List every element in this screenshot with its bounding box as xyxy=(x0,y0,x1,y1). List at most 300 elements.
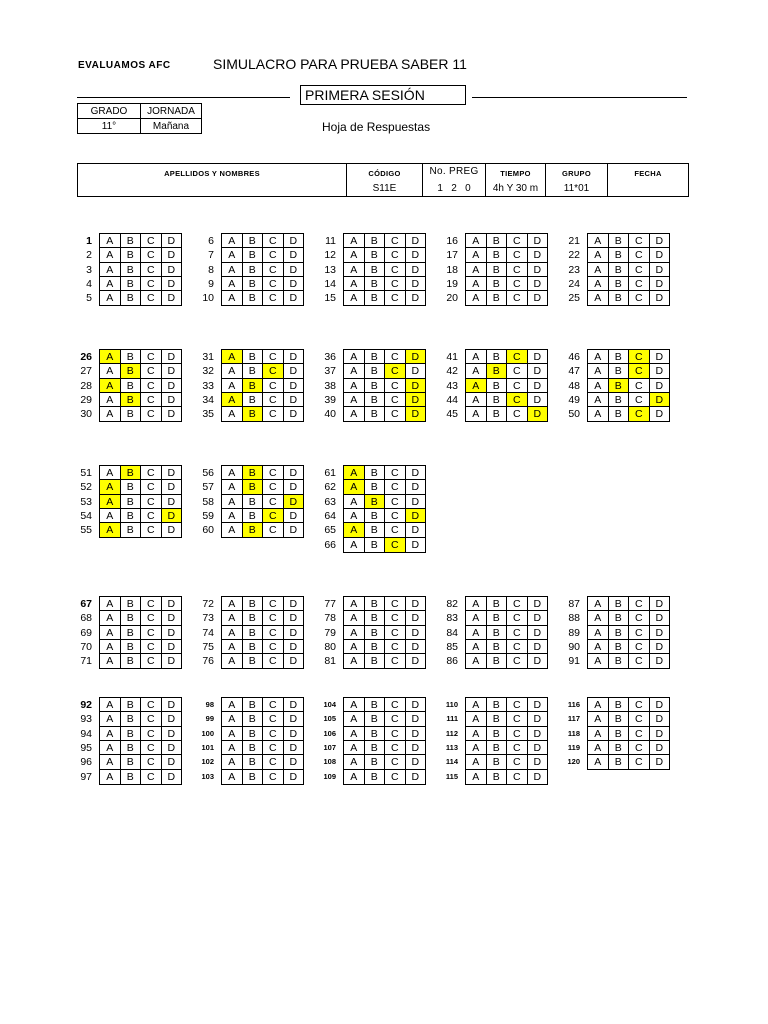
answer-bubble-c[interactable]: C xyxy=(140,596,162,612)
answer-bubble-a[interactable]: A xyxy=(99,754,121,770)
answer-bubble-a[interactable]: A xyxy=(221,233,243,249)
answer-bubble-b[interactable]: B xyxy=(486,625,508,641)
answer-bubble-c[interactable]: C xyxy=(506,363,528,379)
answer-bubble-d[interactable]: D xyxy=(649,625,671,641)
answer-bubble-b[interactable]: B xyxy=(486,754,508,770)
answer-bubble-d[interactable]: D xyxy=(405,406,427,422)
answer-bubble-b[interactable]: B xyxy=(364,639,386,655)
answer-bubble-c[interactable]: C xyxy=(140,465,162,481)
answer-bubble-b[interactable]: B xyxy=(486,610,508,626)
answer-bubble-d[interactable]: D xyxy=(161,639,183,655)
answer-bubble-b[interactable]: B xyxy=(486,378,508,394)
answer-bubble-a[interactable]: A xyxy=(465,596,487,612)
answer-bubble-c[interactable]: C xyxy=(628,653,650,669)
answer-bubble-c[interactable]: C xyxy=(140,363,162,379)
answer-bubble-c[interactable]: C xyxy=(628,262,650,278)
answer-bubble-a[interactable]: A xyxy=(587,653,609,669)
answer-bubble-b[interactable]: B xyxy=(120,494,142,510)
answer-bubble-a[interactable]: A xyxy=(587,726,609,742)
answer-bubble-b[interactable]: B xyxy=(364,276,386,292)
answer-bubble-d[interactable]: D xyxy=(283,769,305,785)
answer-bubble-b[interactable]: B xyxy=(242,697,264,713)
answer-bubble-c[interactable]: C xyxy=(628,711,650,727)
answer-bubble-b[interactable]: B xyxy=(242,653,264,669)
answer-bubble-d[interactable]: D xyxy=(161,596,183,612)
answer-bubble-a[interactable]: A xyxy=(99,639,121,655)
answer-bubble-a[interactable]: A xyxy=(99,349,121,365)
answer-bubble-a[interactable]: A xyxy=(221,726,243,742)
answer-bubble-b[interactable]: B xyxy=(608,392,630,408)
answer-bubble-d[interactable]: D xyxy=(405,290,427,306)
answer-bubble-c[interactable]: C xyxy=(506,639,528,655)
answer-bubble-a[interactable]: A xyxy=(343,522,365,538)
answer-bubble-a[interactable]: A xyxy=(99,508,121,524)
answer-bubble-c[interactable]: C xyxy=(262,639,284,655)
answer-bubble-a[interactable]: A xyxy=(587,349,609,365)
answer-bubble-b[interactable]: B xyxy=(242,406,264,422)
answer-bubble-b[interactable]: B xyxy=(242,754,264,770)
answer-bubble-b[interactable]: B xyxy=(120,726,142,742)
answer-bubble-a[interactable]: A xyxy=(99,726,121,742)
answer-bubble-c[interactable]: C xyxy=(506,596,528,612)
answer-bubble-a[interactable]: A xyxy=(465,406,487,422)
answer-bubble-c[interactable]: C xyxy=(262,754,284,770)
answer-bubble-c[interactable]: C xyxy=(262,363,284,379)
answer-bubble-c[interactable]: C xyxy=(384,697,406,713)
answer-bubble-b[interactable]: B xyxy=(120,596,142,612)
answer-bubble-d[interactable]: D xyxy=(283,233,305,249)
answer-bubble-d[interactable]: D xyxy=(161,276,183,292)
answer-bubble-b[interactable]: B xyxy=(120,247,142,263)
answer-bubble-c[interactable]: C xyxy=(628,349,650,365)
answer-bubble-a[interactable]: A xyxy=(221,363,243,379)
answer-bubble-c[interactable]: C xyxy=(140,276,162,292)
answer-bubble-d[interactable]: D xyxy=(405,479,427,495)
answer-bubble-d[interactable]: D xyxy=(283,247,305,263)
answer-bubble-a[interactable]: A xyxy=(99,479,121,495)
answer-bubble-d[interactable]: D xyxy=(161,349,183,365)
answer-bubble-c[interactable]: C xyxy=(262,711,284,727)
answer-bubble-b[interactable]: B xyxy=(486,769,508,785)
answer-bubble-c[interactable]: C xyxy=(628,596,650,612)
answer-bubble-b[interactable]: B xyxy=(120,625,142,641)
answer-bubble-d[interactable]: D xyxy=(283,740,305,756)
answer-bubble-a[interactable]: A xyxy=(99,233,121,249)
answer-bubble-c[interactable]: C xyxy=(384,233,406,249)
answer-bubble-a[interactable]: A xyxy=(587,378,609,394)
answer-bubble-a[interactable]: A xyxy=(587,262,609,278)
answer-bubble-d[interactable]: D xyxy=(405,537,427,553)
answer-bubble-b[interactable]: B xyxy=(242,392,264,408)
answer-bubble-d[interactable]: D xyxy=(161,247,183,263)
answer-bubble-a[interactable]: A xyxy=(221,276,243,292)
answer-bubble-c[interactable]: C xyxy=(384,610,406,626)
answer-bubble-d[interactable]: D xyxy=(283,639,305,655)
answer-bubble-c[interactable]: C xyxy=(384,479,406,495)
answer-bubble-a[interactable]: A xyxy=(465,349,487,365)
answer-bubble-b[interactable]: B xyxy=(242,233,264,249)
answer-bubble-a[interactable]: A xyxy=(99,740,121,756)
answer-bubble-c[interactable]: C xyxy=(140,247,162,263)
answer-bubble-b[interactable]: B xyxy=(608,754,630,770)
answer-bubble-c[interactable]: C xyxy=(506,697,528,713)
answer-bubble-b[interactable]: B xyxy=(364,290,386,306)
answer-bubble-c[interactable]: C xyxy=(384,740,406,756)
answer-bubble-c[interactable]: C xyxy=(140,233,162,249)
answer-bubble-b[interactable]: B xyxy=(608,711,630,727)
answer-bubble-c[interactable]: C xyxy=(262,262,284,278)
answer-bubble-a[interactable]: A xyxy=(465,378,487,394)
answer-bubble-a[interactable]: A xyxy=(221,349,243,365)
answer-bubble-a[interactable]: A xyxy=(221,522,243,538)
answer-bubble-a[interactable]: A xyxy=(587,596,609,612)
answer-bubble-a[interactable]: A xyxy=(343,537,365,553)
answer-bubble-c[interactable]: C xyxy=(628,726,650,742)
answer-bubble-b[interactable]: B xyxy=(364,233,386,249)
answer-bubble-d[interactable]: D xyxy=(405,596,427,612)
answer-bubble-c[interactable]: C xyxy=(262,233,284,249)
answer-bubble-a[interactable]: A xyxy=(99,392,121,408)
answer-bubble-a[interactable]: A xyxy=(99,290,121,306)
answer-bubble-b[interactable]: B xyxy=(364,508,386,524)
answer-bubble-a[interactable]: A xyxy=(343,262,365,278)
answer-bubble-a[interactable]: A xyxy=(99,653,121,669)
answer-bubble-b[interactable]: B xyxy=(364,596,386,612)
answer-bubble-c[interactable]: C xyxy=(384,754,406,770)
answer-bubble-b[interactable]: B xyxy=(120,262,142,278)
answer-bubble-b[interactable]: B xyxy=(242,625,264,641)
answer-bubble-a[interactable]: A xyxy=(343,233,365,249)
answer-bubble-a[interactable]: A xyxy=(587,639,609,655)
answer-bubble-b[interactable]: B xyxy=(486,276,508,292)
answer-bubble-c[interactable]: C xyxy=(384,276,406,292)
answer-bubble-b[interactable]: B xyxy=(486,290,508,306)
answer-bubble-a[interactable]: A xyxy=(343,610,365,626)
answer-bubble-d[interactable]: D xyxy=(283,290,305,306)
answer-bubble-b[interactable]: B xyxy=(242,290,264,306)
answer-bubble-b[interactable]: B xyxy=(608,596,630,612)
answer-bubble-a[interactable]: A xyxy=(343,726,365,742)
answer-bubble-c[interactable]: C xyxy=(262,378,284,394)
answer-bubble-c[interactable]: C xyxy=(140,625,162,641)
answer-bubble-c[interactable]: C xyxy=(140,610,162,626)
answer-bubble-d[interactable]: D xyxy=(527,639,549,655)
answer-bubble-c[interactable]: C xyxy=(140,479,162,495)
answer-bubble-a[interactable]: A xyxy=(465,754,487,770)
answer-bubble-a[interactable]: A xyxy=(465,625,487,641)
answer-bubble-b[interactable]: B xyxy=(242,508,264,524)
answer-bubble-a[interactable]: A xyxy=(343,697,365,713)
answer-bubble-c[interactable]: C xyxy=(384,711,406,727)
answer-bubble-b[interactable]: B xyxy=(608,625,630,641)
answer-bubble-c[interactable]: C xyxy=(262,625,284,641)
answer-bubble-c[interactable]: C xyxy=(628,406,650,422)
answer-bubble-a[interactable]: A xyxy=(99,363,121,379)
answer-bubble-c[interactable]: C xyxy=(384,537,406,553)
answer-bubble-b[interactable]: B xyxy=(120,349,142,365)
answer-bubble-d[interactable]: D xyxy=(161,406,183,422)
answer-bubble-d[interactable]: D xyxy=(283,697,305,713)
answer-bubble-a[interactable]: A xyxy=(587,711,609,727)
answer-bubble-a[interactable]: A xyxy=(343,465,365,481)
answer-bubble-a[interactable]: A xyxy=(587,247,609,263)
answer-bubble-b[interactable]: B xyxy=(608,697,630,713)
answer-bubble-b[interactable]: B xyxy=(364,711,386,727)
answer-bubble-b[interactable]: B xyxy=(486,233,508,249)
answer-bubble-c[interactable]: C xyxy=(262,726,284,742)
answer-bubble-b[interactable]: B xyxy=(364,494,386,510)
answer-bubble-a[interactable]: A xyxy=(99,596,121,612)
answer-bubble-b[interactable]: B xyxy=(608,233,630,249)
answer-bubble-a[interactable]: A xyxy=(465,392,487,408)
answer-bubble-d[interactable]: D xyxy=(161,508,183,524)
answer-bubble-d[interactable]: D xyxy=(283,276,305,292)
answer-bubble-d[interactable]: D xyxy=(161,711,183,727)
answer-bubble-b[interactable]: B xyxy=(120,392,142,408)
answer-bubble-a[interactable]: A xyxy=(99,247,121,263)
answer-bubble-b[interactable]: B xyxy=(608,378,630,394)
answer-bubble-a[interactable]: A xyxy=(221,639,243,655)
answer-bubble-c[interactable]: C xyxy=(628,754,650,770)
answer-bubble-b[interactable]: B xyxy=(486,740,508,756)
answer-bubble-d[interactable]: D xyxy=(161,653,183,669)
answer-bubble-b[interactable]: B xyxy=(608,349,630,365)
answer-bubble-d[interactable]: D xyxy=(527,378,549,394)
answer-bubble-d[interactable]: D xyxy=(405,697,427,713)
answer-bubble-b[interactable]: B xyxy=(486,247,508,263)
answer-bubble-d[interactable]: D xyxy=(161,522,183,538)
answer-bubble-b[interactable]: B xyxy=(364,697,386,713)
answer-bubble-d[interactable]: D xyxy=(649,596,671,612)
answer-bubble-a[interactable]: A xyxy=(587,276,609,292)
answer-bubble-b[interactable]: B xyxy=(242,465,264,481)
answer-bubble-a[interactable]: A xyxy=(99,697,121,713)
answer-bubble-a[interactable]: A xyxy=(221,697,243,713)
answer-bubble-d[interactable]: D xyxy=(527,653,549,669)
answer-bubble-d[interactable]: D xyxy=(283,711,305,727)
answer-bubble-a[interactable]: A xyxy=(465,247,487,263)
answer-bubble-b[interactable]: B xyxy=(242,596,264,612)
answer-bubble-c[interactable]: C xyxy=(262,406,284,422)
answer-bubble-b[interactable]: B xyxy=(242,769,264,785)
answer-bubble-b[interactable]: B xyxy=(364,378,386,394)
answer-bubble-a[interactable]: A xyxy=(465,610,487,626)
answer-bubble-c[interactable]: C xyxy=(140,290,162,306)
answer-bubble-d[interactable]: D xyxy=(405,522,427,538)
answer-bubble-d[interactable]: D xyxy=(649,247,671,263)
answer-bubble-a[interactable]: A xyxy=(221,769,243,785)
answer-bubble-d[interactable]: D xyxy=(527,406,549,422)
answer-bubble-b[interactable]: B xyxy=(486,392,508,408)
answer-bubble-d[interactable]: D xyxy=(405,508,427,524)
answer-bubble-a[interactable]: A xyxy=(587,363,609,379)
answer-bubble-a[interactable]: A xyxy=(99,625,121,641)
answer-bubble-d[interactable]: D xyxy=(283,479,305,495)
answer-bubble-d[interactable]: D xyxy=(527,349,549,365)
answer-bubble-c[interactable]: C xyxy=(262,740,284,756)
answer-bubble-a[interactable]: A xyxy=(343,247,365,263)
answer-bubble-b[interactable]: B xyxy=(120,508,142,524)
answer-bubble-b[interactable]: B xyxy=(242,378,264,394)
answer-bubble-a[interactable]: A xyxy=(221,378,243,394)
answer-bubble-c[interactable]: C xyxy=(262,290,284,306)
answer-bubble-c[interactable]: C xyxy=(628,247,650,263)
answer-bubble-c[interactable]: C xyxy=(140,494,162,510)
answer-bubble-b[interactable]: B xyxy=(364,479,386,495)
answer-bubble-a[interactable]: A xyxy=(99,378,121,394)
answer-bubble-c[interactable]: C xyxy=(140,769,162,785)
answer-bubble-d[interactable]: D xyxy=(405,653,427,669)
answer-bubble-b[interactable]: B xyxy=(242,522,264,538)
answer-bubble-c[interactable]: C xyxy=(140,262,162,278)
answer-bubble-a[interactable]: A xyxy=(465,711,487,727)
answer-bubble-b[interactable]: B xyxy=(608,726,630,742)
answer-bubble-b[interactable]: B xyxy=(242,262,264,278)
answer-bubble-a[interactable]: A xyxy=(587,754,609,770)
answer-bubble-c[interactable]: C xyxy=(262,479,284,495)
answer-bubble-a[interactable]: A xyxy=(221,596,243,612)
answer-bubble-a[interactable]: A xyxy=(221,711,243,727)
answer-bubble-b[interactable]: B xyxy=(608,247,630,263)
answer-bubble-a[interactable]: A xyxy=(221,465,243,481)
answer-bubble-a[interactable]: A xyxy=(587,610,609,626)
answer-bubble-d[interactable]: D xyxy=(283,625,305,641)
answer-bubble-c[interactable]: C xyxy=(262,508,284,524)
answer-bubble-d[interactable]: D xyxy=(161,363,183,379)
answer-bubble-d[interactable]: D xyxy=(649,363,671,379)
answer-bubble-d[interactable]: D xyxy=(161,726,183,742)
answer-bubble-c[interactable]: C xyxy=(262,276,284,292)
answer-bubble-b[interactable]: B xyxy=(242,276,264,292)
answer-bubble-c[interactable]: C xyxy=(262,697,284,713)
answer-bubble-d[interactable]: D xyxy=(161,479,183,495)
answer-bubble-b[interactable]: B xyxy=(242,247,264,263)
answer-bubble-b[interactable]: B xyxy=(120,276,142,292)
answer-bubble-b[interactable]: B xyxy=(242,479,264,495)
answer-bubble-a[interactable]: A xyxy=(343,769,365,785)
answer-bubble-a[interactable]: A xyxy=(465,639,487,655)
answer-bubble-c[interactable]: C xyxy=(384,262,406,278)
answer-bubble-a[interactable]: A xyxy=(99,610,121,626)
answer-bubble-a[interactable]: A xyxy=(343,508,365,524)
answer-bubble-a[interactable]: A xyxy=(221,406,243,422)
answer-bubble-b[interactable]: B xyxy=(364,349,386,365)
answer-bubble-c[interactable]: C xyxy=(384,363,406,379)
answer-bubble-a[interactable]: A xyxy=(587,392,609,408)
answer-bubble-b[interactable]: B xyxy=(608,610,630,626)
answer-bubble-d[interactable]: D xyxy=(527,363,549,379)
answer-bubble-b[interactable]: B xyxy=(120,233,142,249)
answer-bubble-d[interactable]: D xyxy=(405,494,427,510)
answer-bubble-c[interactable]: C xyxy=(384,378,406,394)
answer-bubble-b[interactable]: B xyxy=(364,262,386,278)
answer-bubble-b[interactable]: B xyxy=(120,769,142,785)
answer-bubble-b[interactable]: B xyxy=(242,726,264,742)
answer-bubble-b[interactable]: B xyxy=(608,290,630,306)
answer-bubble-c[interactable]: C xyxy=(262,392,284,408)
answer-bubble-d[interactable]: D xyxy=(649,639,671,655)
answer-bubble-c[interactable]: C xyxy=(140,349,162,365)
answer-bubble-b[interactable]: B xyxy=(364,610,386,626)
answer-bubble-a[interactable]: A xyxy=(587,625,609,641)
answer-bubble-c[interactable]: C xyxy=(628,276,650,292)
answer-bubble-b[interactable]: B xyxy=(364,537,386,553)
answer-bubble-c[interactable]: C xyxy=(262,522,284,538)
names-cell[interactable] xyxy=(78,164,346,196)
answer-bubble-d[interactable]: D xyxy=(405,639,427,655)
answer-bubble-d[interactable]: D xyxy=(405,754,427,770)
answer-bubble-a[interactable]: A xyxy=(343,494,365,510)
answer-bubble-c[interactable]: C xyxy=(384,769,406,785)
answer-bubble-d[interactable]: D xyxy=(527,276,549,292)
answer-bubble-b[interactable]: B xyxy=(120,479,142,495)
answer-bubble-b[interactable]: B xyxy=(364,769,386,785)
answer-bubble-d[interactable]: D xyxy=(283,363,305,379)
answer-bubble-a[interactable]: A xyxy=(343,625,365,641)
answer-bubble-c[interactable]: C xyxy=(628,363,650,379)
answer-bubble-c[interactable]: C xyxy=(384,392,406,408)
answer-bubble-b[interactable]: B xyxy=(364,625,386,641)
answer-bubble-d[interactable]: D xyxy=(527,233,549,249)
answer-bubble-a[interactable]: A xyxy=(99,406,121,422)
answer-bubble-c[interactable]: C xyxy=(140,711,162,727)
answer-bubble-b[interactable]: B xyxy=(364,406,386,422)
answer-bubble-c[interactable]: C xyxy=(506,378,528,394)
answer-bubble-a[interactable]: A xyxy=(343,596,365,612)
answer-bubble-d[interactable]: D xyxy=(405,262,427,278)
answer-bubble-d[interactable]: D xyxy=(649,653,671,669)
answer-bubble-d[interactable]: D xyxy=(649,726,671,742)
answer-bubble-b[interactable]: B xyxy=(120,754,142,770)
answer-bubble-d[interactable]: D xyxy=(649,262,671,278)
answer-bubble-a[interactable]: A xyxy=(221,754,243,770)
answer-bubble-b[interactable]: B xyxy=(242,711,264,727)
answer-bubble-a[interactable]: A xyxy=(465,769,487,785)
answer-bubble-c[interactable]: C xyxy=(506,754,528,770)
answer-bubble-d[interactable]: D xyxy=(405,726,427,742)
answer-bubble-c[interactable]: C xyxy=(628,233,650,249)
answer-bubble-a[interactable]: A xyxy=(99,465,121,481)
answer-bubble-c[interactable]: C xyxy=(384,653,406,669)
answer-bubble-c[interactable]: C xyxy=(140,392,162,408)
answer-bubble-d[interactable]: D xyxy=(527,596,549,612)
answer-bubble-b[interactable]: B xyxy=(364,465,386,481)
answer-bubble-c[interactable]: C xyxy=(506,290,528,306)
answer-bubble-a[interactable]: A xyxy=(99,276,121,292)
answer-bubble-a[interactable]: A xyxy=(221,290,243,306)
answer-bubble-c[interactable]: C xyxy=(506,740,528,756)
answer-bubble-b[interactable]: B xyxy=(120,378,142,394)
answer-bubble-d[interactable]: D xyxy=(283,406,305,422)
answer-bubble-a[interactable]: A xyxy=(343,406,365,422)
answer-bubble-c[interactable]: C xyxy=(506,349,528,365)
answer-bubble-d[interactable]: D xyxy=(649,233,671,249)
answer-bubble-a[interactable]: A xyxy=(221,740,243,756)
answer-bubble-b[interactable]: B xyxy=(608,740,630,756)
answer-bubble-d[interactable]: D xyxy=(649,406,671,422)
answer-bubble-a[interactable]: A xyxy=(343,392,365,408)
answer-bubble-a[interactable]: A xyxy=(221,610,243,626)
answer-bubble-b[interactable]: B xyxy=(608,262,630,278)
answer-bubble-b[interactable]: B xyxy=(120,465,142,481)
answer-bubble-b[interactable]: B xyxy=(242,740,264,756)
answer-bubble-d[interactable]: D xyxy=(527,769,549,785)
answer-bubble-b[interactable]: B xyxy=(120,290,142,306)
answer-bubble-b[interactable]: B xyxy=(486,639,508,655)
answer-bubble-d[interactable]: D xyxy=(161,290,183,306)
answer-bubble-c[interactable]: C xyxy=(506,610,528,626)
answer-bubble-a[interactable]: A xyxy=(99,522,121,538)
